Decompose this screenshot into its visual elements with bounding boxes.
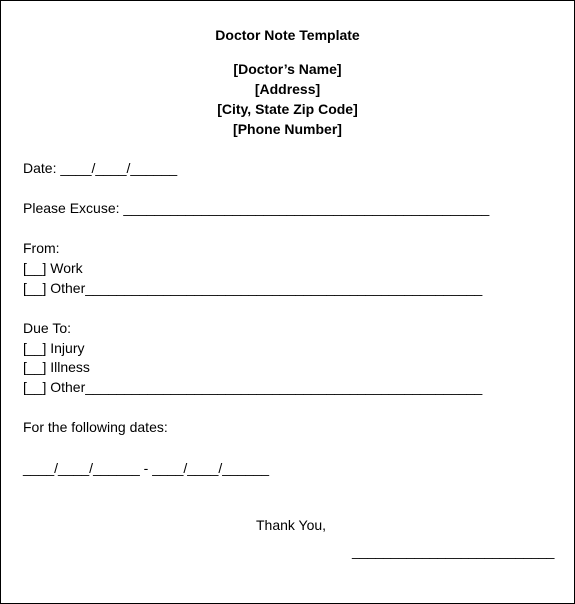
city-state-zip-placeholder: [City, State Zip Code] bbox=[217, 101, 358, 117]
date-range-line: ____/____/______ - ____/____/______ bbox=[23, 460, 270, 476]
phone-number-placeholder: [Phone Number] bbox=[233, 121, 342, 137]
due-to-option-other: [__] Other___________________________________________________ bbox=[23, 379, 483, 395]
document-title: Doctor Note Template bbox=[215, 27, 360, 43]
due-to-option-injury: [__] Injury bbox=[23, 340, 85, 356]
due-to-option-illness: [__] Illness bbox=[23, 359, 90, 375]
doctor-name-placeholder: [Doctor’s Name] bbox=[233, 61, 342, 77]
doctor-header bbox=[1, 59, 574, 139]
signature-line: __________________________ bbox=[352, 543, 555, 559]
from-option-other: [__] Other___________________________________________________ bbox=[23, 280, 483, 296]
please-excuse-line: Please Excuse: _______________________________________________ bbox=[23, 200, 490, 216]
from-option-work: [__] Work bbox=[23, 260, 83, 276]
closing-text: Thank You, bbox=[256, 517, 327, 533]
due-to-label: Due To: bbox=[23, 320, 71, 336]
date-line: Date: ____/____/______ bbox=[23, 160, 178, 176]
from-label: From: bbox=[23, 240, 60, 256]
following-dates-label: For the following dates: bbox=[23, 419, 168, 435]
address-placeholder: [Address] bbox=[254, 81, 321, 97]
